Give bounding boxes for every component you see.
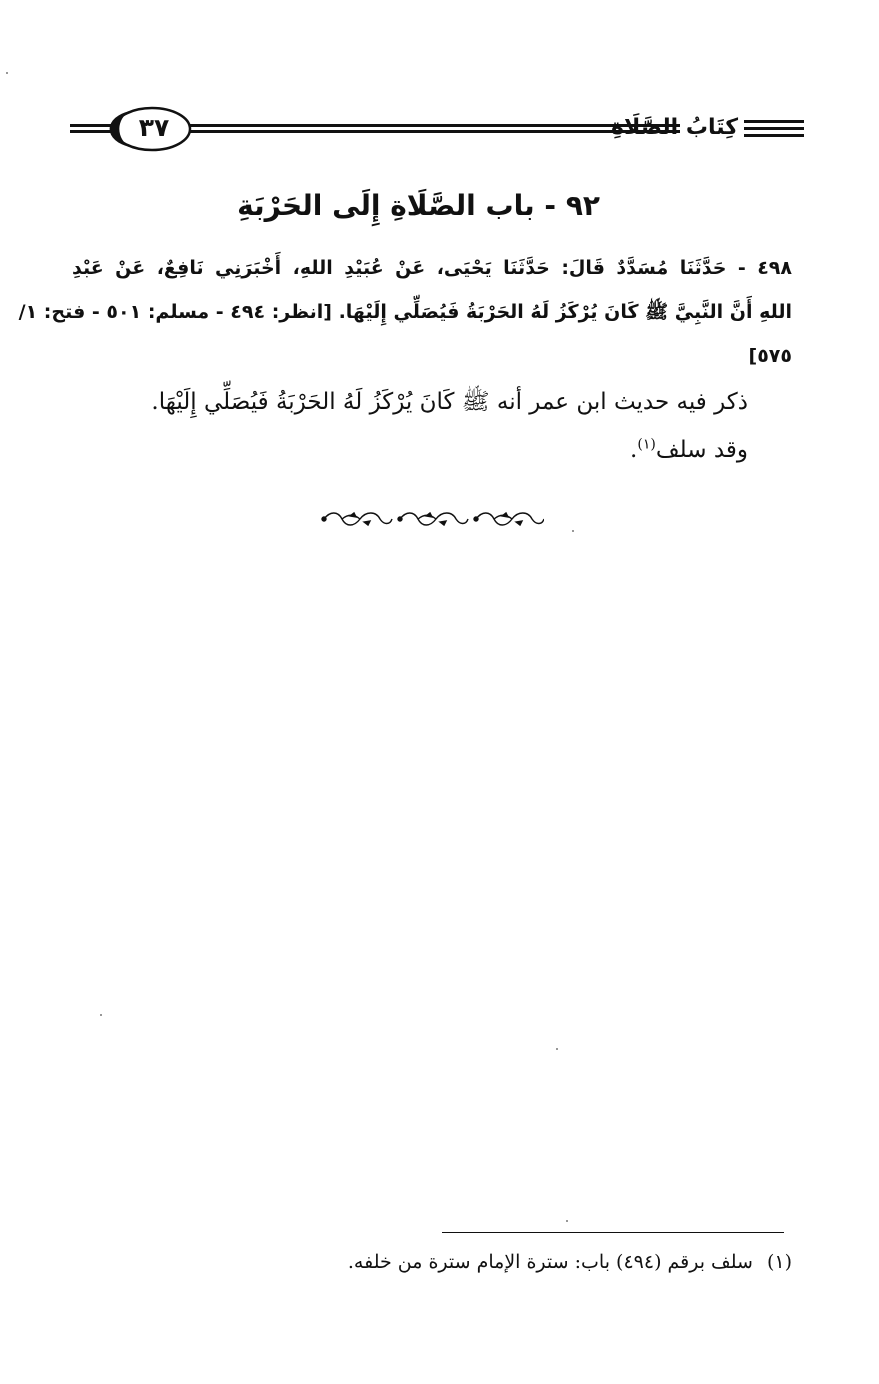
header-rule xyxy=(744,127,804,130)
commentary-line xyxy=(80,426,748,474)
scan-speck xyxy=(556,1048,558,1050)
page-number-frame xyxy=(106,104,192,154)
hadith-line: ٥٧٥] xyxy=(748,345,792,367)
footnote xyxy=(200,1244,792,1280)
commentary-text xyxy=(80,378,748,474)
header-rule xyxy=(190,124,680,127)
commentary-line: ذكر فيه حديث ابن عمر أنه ﷺ كَانَ يُرْكَزُ لَهُ الحَرْبَةُ فَيُصَلِّي إِلَيْهَا. xyxy=(151,389,748,415)
ornament-divider-icon xyxy=(320,508,544,530)
header-rule xyxy=(744,120,804,123)
footnote-reference: (١) xyxy=(637,436,656,453)
commentary-line-end: . xyxy=(630,437,638,463)
scan-speck xyxy=(572,530,574,532)
hadith-text xyxy=(18,246,792,378)
header-rule xyxy=(744,134,804,137)
scan-speck xyxy=(6,72,8,74)
commentary-line-text: وقد سلف xyxy=(655,437,748,463)
footnote-number: (١) xyxy=(766,1251,792,1273)
hadith-line: اللهِ أَنَّ النَّبِيَّ ﷺ كَانَ يُرْكَزُ لَهُ الحَرْبَةُ فَيُصَلِّي إِلَيْهَا. [انظر: ٤٩٤ - مسلم: ٥٠١ - فتح: ١/ xyxy=(18,301,792,323)
scan-speck xyxy=(100,1014,102,1016)
scan-speck xyxy=(566,1220,568,1222)
running-head: كِتَابُ الصَّلَاةِ xyxy=(611,115,738,140)
page-header xyxy=(70,100,810,164)
chapter-title: ٩٢ - باب الصَّلَاةِ إِلَى الحَرْبَةِ xyxy=(237,189,600,222)
hadith-line: ٤٩٨ - حَدَّثَنَا مُسَدَّدٌ قَالَ: حَدَّثَنَا يَحْيَى، عَنْ عُبَيْدِ اللهِ، أَخْبَرَنِي نَافِعٌ، عَنْ عَبْدِ xyxy=(72,257,792,279)
footnote-separator xyxy=(442,1232,784,1233)
page-number: ٣٧ xyxy=(138,113,170,142)
footnote-text: سلف برقم (٤٩٤) باب: سترة الإمام سترة من خلفه. xyxy=(347,1251,753,1273)
header-rule xyxy=(190,130,680,133)
